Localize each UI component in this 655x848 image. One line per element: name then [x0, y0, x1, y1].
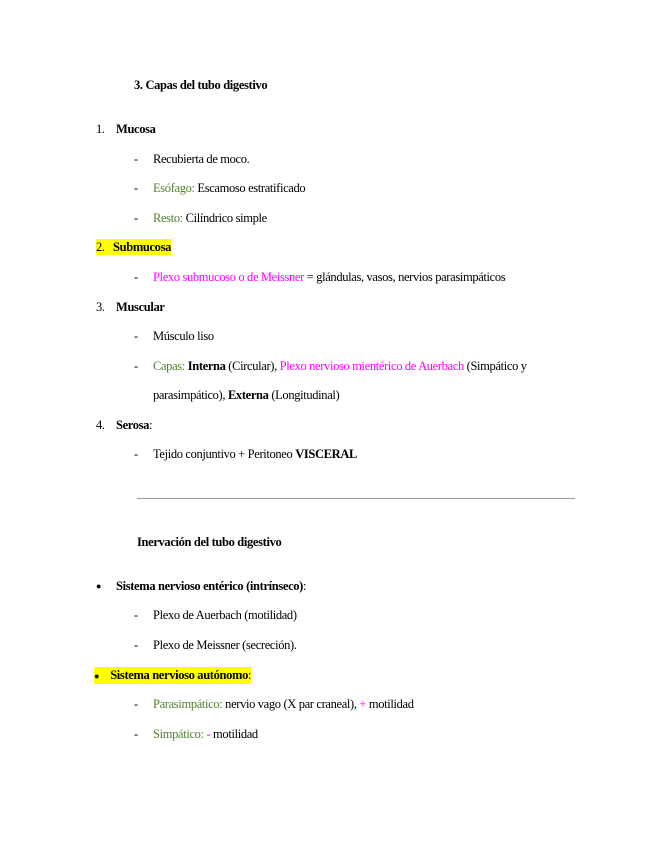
muscular-point-2: Capas: Interna (Circular), Plexo nervioso mientérico de Auerbach (Simpático y — [153, 359, 527, 373]
dash-marker: - — [134, 211, 138, 225]
list-number-4: 4. — [96, 418, 105, 432]
dash-marker: - — [134, 727, 138, 741]
muscular-point-1: Músculo liso — [153, 329, 214, 343]
list-item-submucosa: 2. Submucosa — [96, 240, 171, 254]
list-item-serosa: Serosa: — [116, 418, 153, 432]
muscular-point-2-cont: parasimpático), Externa (Longitudinal) — [153, 388, 340, 402]
mucosa-point-1: Recubierta de moco. — [153, 152, 250, 166]
horizontal-divider — [137, 498, 575, 499]
dash-marker: - — [134, 329, 138, 343]
dash-marker: - — [134, 181, 138, 195]
bullet-icon: ● — [96, 581, 102, 591]
dash-marker: - — [134, 697, 138, 711]
dash-marker: - — [134, 638, 138, 652]
mucosa-point-3: Resto: Cilíndrico simple — [153, 211, 267, 225]
dash-marker: - — [134, 270, 138, 284]
autonomo-point-2: Simpático: - motilidad — [153, 727, 258, 741]
bullet-item-autonomo: ● Sistema nervioso autónomo: — [94, 668, 252, 682]
serosa-point: Tejido conjuntivo + Peritoneo VISCERAL — [153, 447, 357, 461]
list-number-1: 1. — [96, 122, 105, 136]
mucosa-point-2: Esófago: Escamoso estratificado — [153, 181, 306, 195]
autonomo-point-1: Parasimpático: nervio vago (X par craneal), + motilidad — [153, 697, 414, 711]
list-item-mucosa: Mucosa — [116, 122, 156, 136]
enterico-point-2: Plexo de Meissner (secreción). — [153, 638, 297, 652]
bullet-icon: ● — [94, 671, 100, 681]
bullet-item-enterico: Sistema nervioso entérico (intrínseco): — [116, 579, 307, 593]
section-title-capas: 3. Capas del tubo digestivo — [134, 78, 268, 92]
list-item-muscular: Muscular — [116, 300, 165, 314]
section-title-inervacion: Inervación del tubo digestivo — [137, 535, 282, 549]
submucosa-point: Plexo submucoso o de Meissner = glándulas, vasos, nervios parasimpáticos — [153, 270, 506, 284]
dash-marker: - — [134, 152, 138, 166]
dash-marker: - — [134, 608, 138, 622]
list-number-3: 3. — [96, 300, 105, 314]
enterico-point-1: Plexo de Auerbach (motilidad) — [153, 608, 297, 622]
dash-marker: - — [134, 447, 138, 461]
dash-marker: - — [134, 359, 138, 373]
